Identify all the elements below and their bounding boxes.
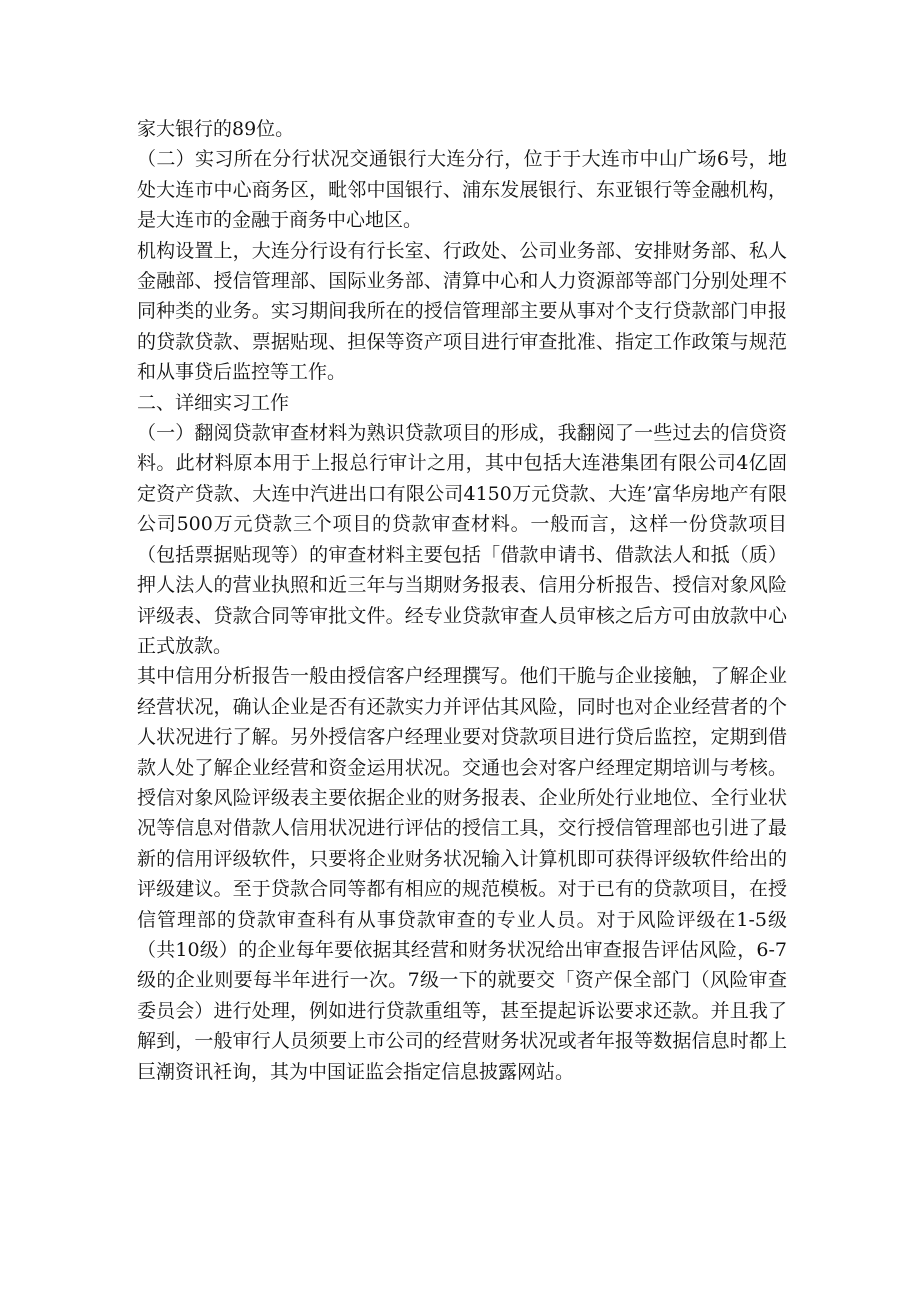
- paragraph-loan-materials: （一）翻阅贷款审查材料为熟识贷款项目的形成，我翻阅了一些过去的信贷资料。此材料原本用于上报总行审计之用，其中包括大连港集团有限公司4亿固定资产贷款、大连中汽进出口有限公司4150万元贷款、大连’富华房地产有限公司500万元贷款三个项目的贷款审查材料。一般而言，这样一份贷款项目（包括票据贴现等）的审查材料主要包括「借款申请书、借款法人和抵（质）押人法人的营业执照和近三年与当期财务报表、信用分析报告、授信对象风险评级表、贷款合同等审批文件。经专业贷款审查人员审核之后方可由放款中心正式放款。: [137, 422, 787, 657]
- document-body: [137, 114, 787, 1087]
- paragraph-organization: 机构设置上，大连分行设有行长室、行政处、公司业务部、安排财务部、私人金融部、授信管理部、国际业务部、清算中心和人力资源部等部门分别处理不同种类的业务。实习期间我所在的授信管理部主要从事对个支行贷款部门申报的贷款贷款、票据贴现、担保等资产项目进行审查批准、指定工作政策与规范和从事贷后监控等工作。: [137, 239, 787, 384]
- paragraph-credit-analysis: 其中信用分析报告一般由授信客户经理撰写。他们干脆与企业接触，了解企业经营状况，确认企业是否有还款实力并评估其风险，同时也对企业经营者的个人状况进行了解。另外授信客户经理业要对贷款项目进行贷后监控，定期到借款人处了解企业经营和资金运用状况。交通也会对客户经理定期培训与考核。授信对象风险评级表主要依据企业的财务报表、企业所处行业地位、全行业状况等信息对借款人信用状况进行评估的授信工具，交行授信管理部也引进了最新的信用评级软件，只要将企业财务状况输入计算机即可获得评级软件给出的评级建议。至于贷款合同等都有相应的规范模板。对于已有的贷款项目，在授信管理部的贷款审查科有从事贷款审查的专业人员。对于风险评级在1-5级（共10级）的企业每年要依据其经营和财务状况给出审查报告评估风险，6-7级的企业则要每半年进行一次。7级一下的就要交「资产保全部门（风险审查委员会）进行处理，例如进行贷款重组等，甚至提起诉讼要求还款。并且我了解到，一般审行人员须要上市公司的经营财务状况或者年报等数据信息时都上巨潮资讯衽询，其为中国证监会指定信息披露网站。: [137, 665, 787, 1083]
- section-heading-work: 二、详细实习工作: [137, 391, 290, 414]
- paragraph-bank-ranking: 家大银行的89位。: [137, 118, 295, 140]
- paragraph-branch-status: （二）实习所在分行状况交通银行大连分行，位于于大连市中山广场6号，地处大连市中心商务区，毗邻中国银行、浦东发展银行、东亚银行等金融机构，是大连市的金融于商务中心地区。: [137, 148, 787, 232]
